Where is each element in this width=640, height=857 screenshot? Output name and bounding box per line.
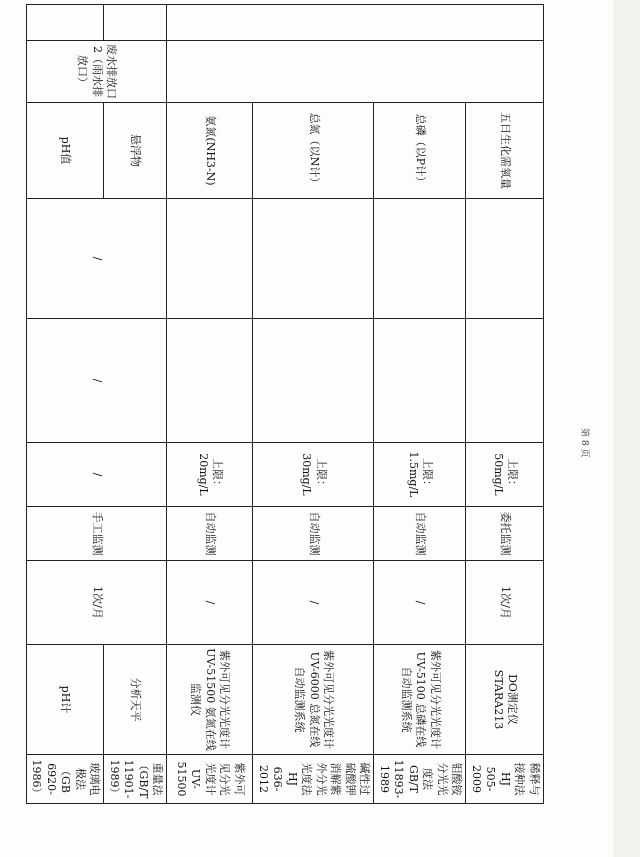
cell-instrument: 紫外可见分光光度计 UV-51500 氨氮在线监测仪 — [167, 645, 253, 755]
cell-limit: 上限：1.5mg/L — [374, 443, 466, 507]
cell-method: 钼酸铵分光光度法 GB/T 11893-1989 — [374, 755, 466, 804]
cell-col5 — [466, 199, 544, 319]
cell-method: 紫外可见分光光度计 UV-51500 — [167, 755, 253, 804]
cell-method: 碱性过硫酸钾消解紫外分光光度法 HJ 636-2012 — [253, 755, 374, 804]
cell-col5 — [167, 199, 253, 319]
cell-instrument: 紫外可见分光光度计 UV-6000 总氮在线自动监测系统 — [253, 645, 374, 755]
table-row — [466, 5, 544, 804]
rotated-table-wrapper — [30, 4, 544, 804]
scan-margin — [613, 0, 640, 857]
cell-mode: 自动监测 — [374, 507, 466, 561]
cell-item: 总氮（以N计） — [253, 103, 374, 199]
cell-col6 — [466, 319, 544, 443]
cell-method: 玻璃电极法（GB 6920-1986） — [26, 755, 104, 804]
cell-limit: / — [26, 443, 167, 507]
monitoring-table — [26, 4, 544, 804]
cell-limit: 上限：30mg/L — [253, 443, 374, 507]
cell-instrument: 分析天平 — [104, 645, 167, 755]
cell-col6 — [167, 319, 253, 443]
cell-frequency: / — [253, 561, 374, 645]
cell-item: 总磷（以P计） — [374, 103, 466, 199]
cell-frequency: / — [374, 561, 466, 645]
cell-instrument: DO测定仪STARA213 — [466, 645, 544, 755]
cell-item: pH值 — [26, 103, 104, 199]
cell-col2 — [26, 5, 104, 41]
cell-limit: 上限：50mg/L — [466, 443, 544, 507]
cell-col3 — [167, 41, 544, 103]
cell-col2 — [167, 5, 544, 41]
cell-mode: 自动监测 — [167, 507, 253, 561]
cell-method: 稀释与接种法 HJ 505-2009 — [466, 755, 544, 804]
cell-mode: 委托监测 — [466, 507, 544, 561]
cell-limit: 上限：20mg/L — [167, 443, 253, 507]
cell-item: 悬浮物 — [104, 103, 167, 199]
cell-col6 — [374, 319, 466, 443]
cell-frequency: 1次/月 — [466, 561, 544, 645]
cell-instrument: pH计 — [26, 645, 104, 755]
cell-mode: 自动监测 — [253, 507, 374, 561]
cell-col5: / — [26, 199, 167, 319]
cell-col2 — [104, 5, 167, 41]
table-row — [374, 5, 466, 804]
cell-item: 氨氮(NH3-N) — [167, 103, 253, 199]
cell-instrument: 紫外可见分光光度计 UV-5100 总磷在线自动监测系统 — [374, 645, 466, 755]
cell-item: 五日生化需氧量 — [466, 103, 544, 199]
table-row — [104, 5, 167, 804]
cell-frequency: / — [167, 561, 253, 645]
page-number — [576, 428, 596, 458]
cell-col5 — [374, 199, 466, 319]
cell-frequency: 1次/月 — [26, 561, 167, 645]
cell-mode: 手工监测 — [26, 507, 167, 561]
table-row — [253, 5, 374, 804]
cell-col6: / — [26, 319, 167, 443]
page-number-text: 第 8 页 — [579, 428, 589, 458]
cell-col6 — [253, 319, 374, 443]
cell-method: 重量法（GB/T 11901-1989） — [104, 755, 167, 804]
table-row — [167, 5, 253, 804]
cell-outlet: 废水排放口2（雨水排放口） — [26, 41, 167, 103]
cell-col5 — [253, 199, 374, 319]
